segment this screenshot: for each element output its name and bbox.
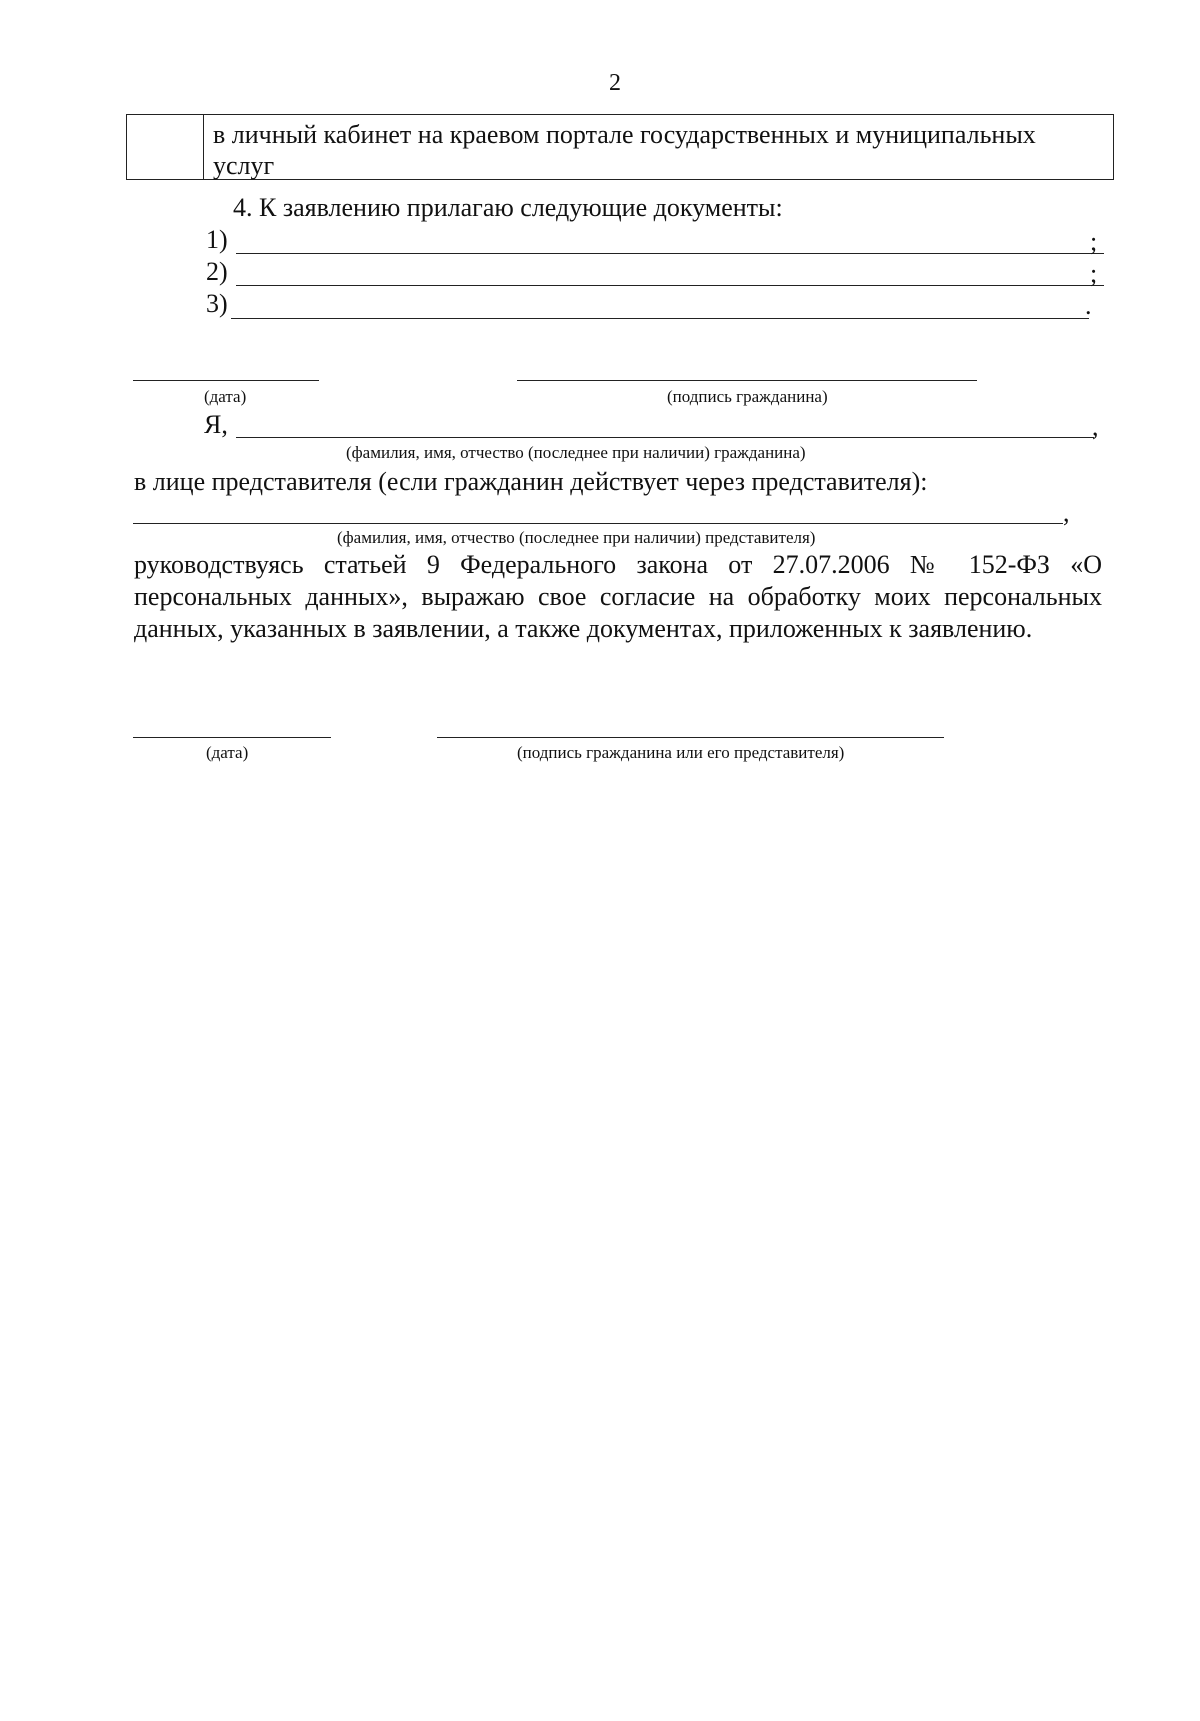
representative-name-line[interactable] (133, 523, 1063, 524)
citizen-name-line[interactable] (236, 437, 1094, 438)
representative-name-caption: (фамилия, имя, отчество (последнее при наличии) представителя) (337, 528, 816, 547)
representative-line-text: в лице представителя (если гражданин действует через представителя): (134, 467, 928, 496)
representative-line-end: , (1063, 498, 1070, 527)
citizen-name-caption: (фамилия, имя, отчество (последнее при наличии) гражданина) (346, 443, 806, 462)
attachment-end-3: . (1085, 291, 1092, 320)
attachments-heading: 4. К заявлению прилагаю следующие документы: (233, 193, 783, 222)
consent-paragraph: руководствуясь статьей 9 Федерального закона от 27.07.2006 № 152-ФЗ «О персональных данных», выражаю свое согласие на обработку моих персональных данных, указанных в заявлении, а также документах, приложенных к заявлению. (134, 550, 1102, 643)
attachment-number-1: 1) (206, 225, 228, 254)
ya-label: Я, (204, 410, 228, 439)
attachment-line-1[interactable] (236, 253, 1104, 254)
signature-line-2[interactable] (437, 737, 944, 738)
delivery-option-text: в личный кабинет на краевом портале государственных и муниципальных услуг (213, 120, 1036, 180)
date-caption-1: (дата) (204, 387, 247, 406)
attachment-end-1: ; (1090, 227, 1098, 256)
attachment-end-2: ; (1090, 259, 1098, 288)
date-line-2[interactable] (133, 737, 331, 738)
attachment-number-2: 2) (206, 257, 228, 286)
attachment-number-3: 3) (206, 289, 228, 318)
delivery-option-row (126, 114, 1114, 180)
signature-caption-1: (подпись гражданина) (667, 387, 828, 406)
page-number: 2 (609, 70, 621, 96)
signature-caption-2: (подпись гражданина или его представителя) (517, 743, 845, 762)
date-line-1[interactable] (133, 380, 319, 381)
attachment-line-3[interactable] (231, 318, 1089, 319)
delivery-option-checkbox[interactable] (127, 115, 204, 179)
attachment-line-2[interactable] (236, 285, 1104, 286)
ya-line-end: , (1092, 412, 1099, 441)
signature-line-1[interactable] (517, 380, 977, 381)
date-caption-2: (дата) (206, 743, 249, 762)
